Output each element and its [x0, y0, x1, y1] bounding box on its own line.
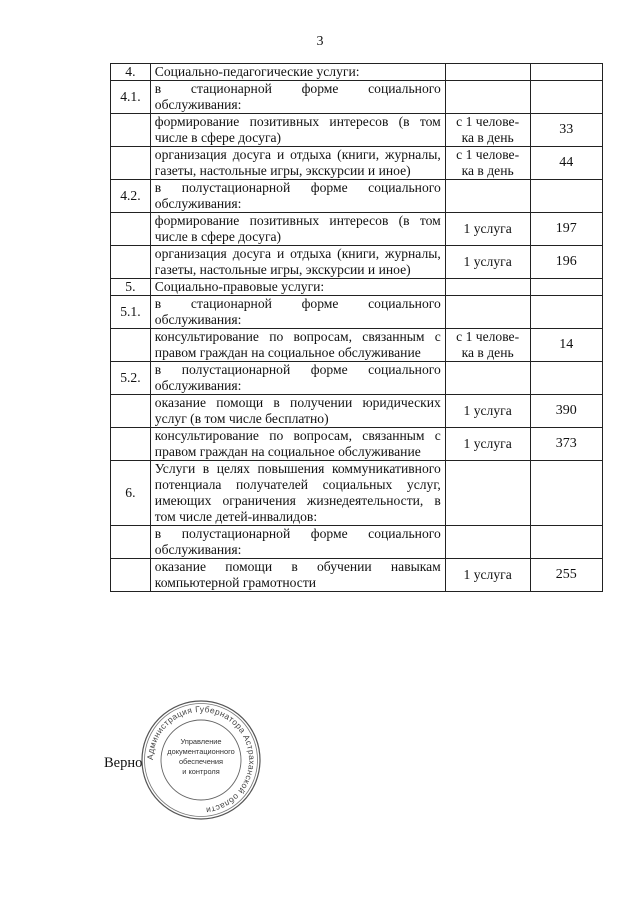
- unit-line: 1 услуга: [463, 567, 512, 582]
- row-number: [111, 246, 151, 279]
- unit-line: ка в день: [461, 130, 514, 145]
- service-name: организация досуга и отдыха (книги, журналы, газеты, настольные игры, экскурсии и иное): [150, 246, 445, 279]
- services-table: [110, 63, 603, 592]
- unit-line: 1 услуга: [463, 221, 512, 236]
- tariff-value: 197: [530, 213, 603, 246]
- table-row: [111, 213, 603, 246]
- tariff-value: [530, 296, 603, 329]
- tariff-value: [530, 461, 603, 526]
- tariff-value: [530, 81, 603, 114]
- unit-of-measure: [445, 362, 530, 395]
- unit-of-measure: [445, 147, 530, 180]
- tariff-value: [530, 362, 603, 395]
- tariff-value: 14: [530, 329, 603, 362]
- tariff-value: [530, 64, 603, 81]
- service-name: Социально-педагогические услуги:: [150, 64, 445, 81]
- table-row: [111, 81, 603, 114]
- tariff-value: 390: [530, 395, 603, 428]
- unit-of-measure: [445, 526, 530, 559]
- stamp-line: обеспечения: [178, 757, 224, 766]
- row-number: 5.: [111, 279, 151, 296]
- tariff-value: [530, 526, 603, 559]
- row-number: [111, 395, 151, 428]
- unit-line: с 1 челове-: [456, 329, 520, 344]
- tariff-value: 196: [530, 246, 603, 279]
- unit-of-measure: [445, 213, 530, 246]
- tariff-value: [530, 279, 603, 296]
- row-number: 4.: [111, 64, 151, 81]
- unit-line: 1 услуга: [463, 403, 512, 418]
- unit-of-measure: [445, 559, 530, 592]
- unit-of-measure: [445, 81, 530, 114]
- unit-of-measure: [445, 296, 530, 329]
- unit-of-measure: [445, 64, 530, 81]
- page-number: 3: [316, 34, 324, 49]
- unit-of-measure: [445, 428, 530, 461]
- service-name: формирование позитивных интересов (в том числе в сфере досуга): [150, 213, 445, 246]
- unit-line: 1 услуга: [463, 254, 512, 269]
- unit-line: с 1 челове-: [456, 114, 520, 129]
- official-stamp: [140, 699, 262, 821]
- table-row: [111, 559, 603, 592]
- stamp-inner-text: [164, 737, 238, 777]
- tariff-value: 33: [530, 114, 603, 147]
- table-row: [111, 180, 603, 213]
- table-row: [111, 246, 603, 279]
- service-name: организация досуга и отдыха (книги, журналы, газеты, настольные игры, экскурсии и иное): [150, 147, 445, 180]
- row-number: [111, 147, 151, 180]
- service-name: консультирование по вопросам, связанным с правом граждан на социальное обслуживание: [150, 329, 445, 362]
- unit-of-measure: [445, 395, 530, 428]
- table-row: [111, 526, 603, 559]
- tariff-value: 373: [530, 428, 603, 461]
- unit-line: с 1 челове-: [456, 147, 520, 162]
- unit-line: ка в день: [461, 345, 514, 360]
- row-number: [111, 114, 151, 147]
- stamp-line: и контроля: [182, 767, 220, 776]
- row-number: [111, 428, 151, 461]
- unit-line: ка в день: [461, 163, 514, 178]
- table-row: [111, 329, 603, 362]
- stamp-line: документационного: [167, 747, 235, 756]
- table-row: [111, 114, 603, 147]
- table-row: [111, 362, 603, 395]
- service-name: Социально-правовые услуги:: [150, 279, 445, 296]
- service-name: Услуги в целях повышения коммуникативного потенциала получателей социальных услуг, имеющих ограничения жизнедеятельности, в том числе детей-инвалидов:: [150, 461, 445, 526]
- row-number: [111, 559, 151, 592]
- service-name: в полустационарной форме социального обслуживания:: [150, 362, 445, 395]
- table-row: [111, 395, 603, 428]
- row-number: 4.2.: [111, 180, 151, 213]
- row-number: 5.2.: [111, 362, 151, 395]
- unit-of-measure: [445, 246, 530, 279]
- unit-of-measure: [445, 279, 530, 296]
- unit-of-measure: [445, 114, 530, 147]
- row-number: [111, 526, 151, 559]
- row-number: [111, 329, 151, 362]
- tariff-value: [530, 180, 603, 213]
- table-row: [111, 428, 603, 461]
- service-name: в стационарной форме социального обслуживания:: [150, 296, 445, 329]
- tariff-value: 44: [530, 147, 603, 180]
- service-name: в полустационарной форме социального обслуживания:: [150, 180, 445, 213]
- service-name: оказание помощи в получении юридических услуг (в том числе бесплатно): [150, 395, 445, 428]
- certification-label: Верно: [104, 755, 143, 771]
- table-row: [111, 147, 603, 180]
- unit-line: 1 услуга: [463, 436, 512, 451]
- service-name: в полустационарной форме социального обслуживания:: [150, 526, 445, 559]
- table-row: [111, 296, 603, 329]
- table-row: [111, 461, 603, 526]
- table-row: [111, 279, 603, 296]
- service-name: оказание помощи в обучении навыкам компьютерной грамотности: [150, 559, 445, 592]
- row-number: 6.: [111, 461, 151, 526]
- row-number: 4.1.: [111, 81, 151, 114]
- row-number: [111, 213, 151, 246]
- row-number: 5.1.: [111, 296, 151, 329]
- table-row: [111, 64, 603, 81]
- unit-of-measure: [445, 461, 530, 526]
- stamp-ring-text: Администрация Губернатора Астраханской области: [144, 703, 258, 816]
- service-name: в стационарной форме социального обслуживания:: [150, 81, 445, 114]
- tariff-value: 255: [530, 559, 603, 592]
- services-table-body: [111, 64, 603, 592]
- unit-of-measure: [445, 180, 530, 213]
- service-name: формирование позитивных интересов (в том числе в сфере досуга): [150, 114, 445, 147]
- stamp-line: Управление: [180, 737, 222, 746]
- unit-of-measure: [445, 329, 530, 362]
- service-name: консультирование по вопросам, связанным с правом граждан на социальное обслуживание: [150, 428, 445, 461]
